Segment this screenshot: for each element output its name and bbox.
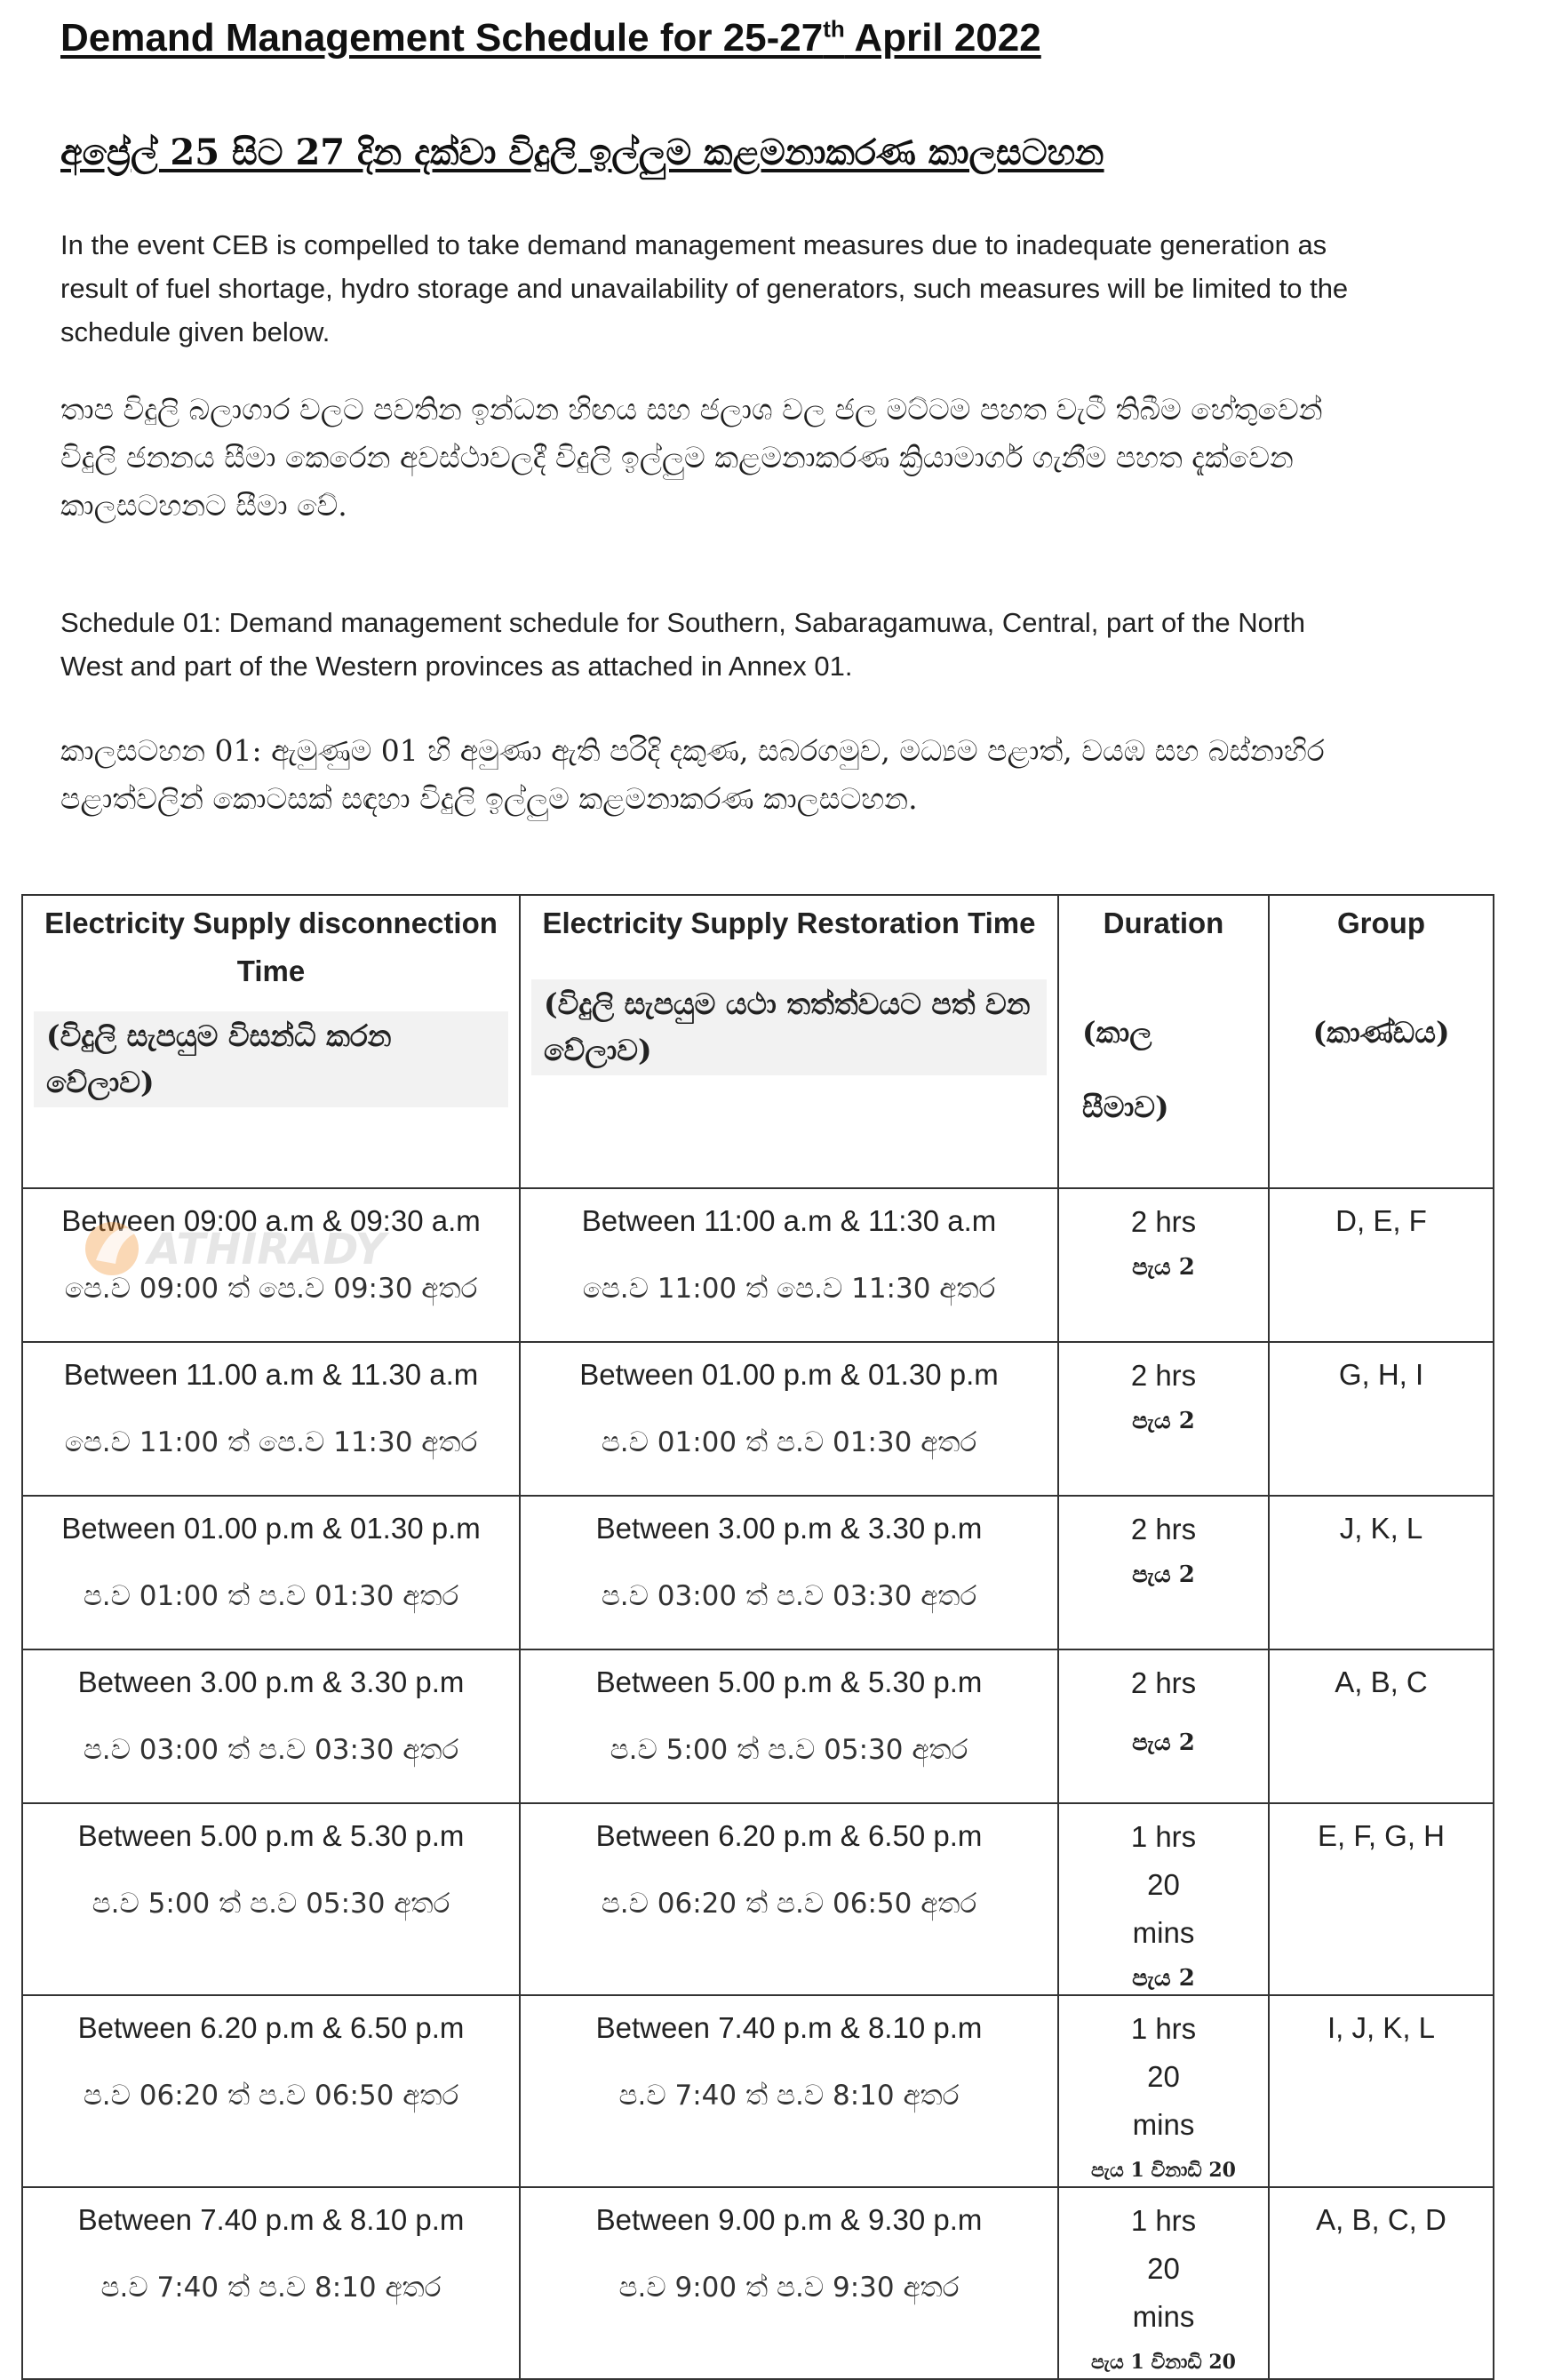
header-label-si: (විදුලි සැපයුම යථා තත්ත්වයට පත් වන වේලාව): [531, 979, 1047, 1075]
disconnection-cell: [22, 1188, 520, 1342]
header-label-en: Duration: [1103, 906, 1224, 939]
restoration-cell: [520, 1995, 1058, 2187]
duration-en: 2 hrs: [1130, 1513, 1197, 1545]
header-disconnection-time: [22, 895, 520, 1188]
intro-paragraph-en: In the event CEB is compelled to take demand management measures due to inadequate generation as result of fuel shortage, hydro storage and unavailability of generators, such measures will be limited to the schedule given below.: [60, 229, 1349, 347]
group-value: G, H, I: [1338, 1358, 1424, 1391]
disconnection-time-si: ප.ව 01:00 ත් ප.ව 01:30 අතර: [83, 1580, 459, 1612]
duration-cell: [1058, 1496, 1269, 1649]
page-title: [60, 16, 1041, 60]
group-value: E, F, G, H: [1317, 1819, 1446, 1852]
schedule-description-en: Schedule 01: Demand management schedule for Southern, Sabaragamuwa, Central, part of the North West and part of the Western provinces as attached in Annex 01.: [60, 607, 1305, 682]
restoration-cell: [520, 1342, 1058, 1496]
disconnection-time-en: Between 6.20 p.m & 6.50 p.m: [77, 2011, 465, 2044]
restoration-cell: [520, 1496, 1058, 1649]
duration-si: පැය 1 විනාඩි 20: [1091, 2351, 1236, 2374]
table-header-row: [22, 895, 1494, 1188]
disconnection-cell: [22, 2187, 520, 2379]
disconnection-time-en: Between 5.00 p.m & 5.30 p.m: [77, 1819, 465, 1852]
table-row: [22, 1496, 1494, 1649]
table-row: [22, 1803, 1494, 1995]
watermark-text: ATHIRADY: [147, 1225, 386, 1274]
header-duration: [1058, 895, 1269, 1188]
group-cell: [1269, 1188, 1494, 1342]
group-cell: [1269, 1995, 1494, 2187]
restoration-time-si: ප.ව 5:00 ත් ප.ව 05:30 අතර: [610, 1734, 968, 1766]
disconnection-time-si: පෙ.ව 09:00 ත් පෙ.ව 09:30 අතර: [64, 1273, 478, 1305]
header-label-en: Electricity Supply Restoration Time: [542, 906, 1036, 939]
restoration-time-si: ප.ව 06:20 ත් ප.ව 06:50 අතර: [601, 1888, 977, 1920]
restoration-cell: [520, 2187, 1058, 2379]
disconnection-cell: [22, 1995, 520, 2187]
restoration-time-si: ප.ව 01:00 ත් ප.ව 01:30 අතර: [601, 1426, 977, 1458]
disconnection-time-en: Between 09:00 a.m & 09:30 a.m: [61, 1204, 481, 1237]
restoration-time-si: ප.ව 9:00 ත් ප.ව 9:30 අතර: [618, 2272, 960, 2304]
duration-en: 1 hrs 20 mins: [1130, 2012, 1197, 2141]
disconnection-time-si: ප.ව 06:20 ත් ප.ව 06:50 අතර: [83, 2080, 459, 2112]
disconnection-cell: [22, 1496, 520, 1649]
table-row: [22, 1188, 1494, 1342]
restoration-time-en: Between 01.00 p.m & 01.30 p.m: [579, 1358, 999, 1391]
restoration-time-en: Between 6.20 p.m & 6.50 p.m: [595, 1819, 983, 1852]
group-value: A, B, C: [1335, 1665, 1428, 1698]
restoration-cell: [520, 1803, 1058, 1995]
restoration-time-en: Between 3.00 p.m & 3.30 p.m: [595, 1512, 983, 1545]
duration-cell: [1058, 1649, 1269, 1803]
restoration-time-en: Between 11:00 a.m & 11:30 a.m: [581, 1204, 997, 1237]
duration-si: පැය 2: [1132, 1254, 1195, 1281]
group-cell: [1269, 1803, 1494, 1995]
group-cell: [1269, 2187, 1494, 2379]
restoration-time-si: ප.ව 03:00 ත් ප.ව 03:30 අතර: [601, 1580, 977, 1612]
header-label-en: Electricity Supply disconnection Time: [44, 906, 498, 987]
title-end-text: April 2022: [844, 16, 1041, 60]
header-label-si: (කාණ්ඩය): [1312, 1015, 1450, 1050]
schedule-description-si: කාලසටහන 01: ඇමුණුම 01 හි අමුණා ඇති පරිදි දකුණ, සබරගමුව, මධ්‍යම පළාත්, වයඹ සහ බස්නාහිර පළාත්වලින් කොටසක් සඳහා විදුලි ඉල්ලුම කළමනාකරණ කාලසටහන.: [60, 733, 1325, 816]
title-main-text: Demand Management Schedule for 25-27: [60, 16, 824, 60]
header-label-si: (විදුලි සැපයුම විසන්ධි කරන වේලාව): [34, 1011, 508, 1107]
duration-cell: [1058, 1188, 1269, 1342]
header-group: [1269, 895, 1494, 1188]
restoration-time-si: පෙ.ව 11:00 ත් පෙ.ව 11:30 අතර: [582, 1273, 996, 1305]
group-value: J, K, L: [1339, 1512, 1423, 1545]
duration-cell: [1058, 2187, 1269, 2379]
group-cell: [1269, 1649, 1494, 1803]
restoration-time-si: ප.ව 7:40 ත් ප.ව 8:10 අතර: [618, 2080, 960, 2112]
group-value: D, E, F: [1335, 1204, 1427, 1237]
group-value: A, B, C, D: [1316, 2203, 1446, 2236]
intro-paragraph-si: තාප විදුලි බලාගාර වලට පවතින ඉන්ධන හිඟය සහ ජලාශ වල ජල මට්ටම පහත වැටී තිබීම හේතුවෙන් විදුලි ජනනය සීමා කෙරෙන අවස්ථාවලදී විදුලි ඉල්ලුම කළමනාකරණ ක්‍රියාමාර්ග ගැනීම පහත දැක්වෙන කාලසටහනට සීමා වේ.: [60, 392, 1323, 523]
duration-si: පැය 2: [1132, 1965, 1195, 1992]
duration-en: 2 hrs: [1130, 1666, 1197, 1699]
table-row: [22, 2187, 1494, 2379]
duration-en: 2 hrs: [1130, 1205, 1197, 1238]
group-cell: [1269, 1496, 1494, 1649]
duration-si: පැය 1 විනාඩි 20: [1091, 2159, 1236, 2182]
disconnection-time-en: Between 01.00 p.m & 01.30 p.m: [61, 1512, 481, 1545]
disconnection-time-si: පෙ.ව 11:00 ත් පෙ.ව 11:30 අතර: [64, 1426, 478, 1458]
disconnection-time-en: Between 7.40 p.m & 8.10 p.m: [77, 2203, 465, 2236]
disconnection-time-si: ප.ව 7:40 ත් ප.ව 8:10 අතර: [100, 2272, 442, 2304]
duration-cell: [1058, 1995, 1269, 2187]
disconnection-time-si: ප.ව 5:00 ත් ප.ව 05:30 අතර: [92, 1888, 450, 1920]
duration-si: පැය 2: [1132, 1561, 1195, 1588]
restoration-time-en: Between 9.00 p.m & 9.30 p.m: [595, 2203, 983, 2236]
header-label-en: Group: [1337, 906, 1425, 939]
table-row: [22, 1342, 1494, 1496]
disconnection-cell: [22, 1803, 520, 1995]
table-row: [22, 1995, 1494, 2187]
duration-si: පැය 2: [1132, 1729, 1195, 1756]
duration-en: 1 hrs 20 mins: [1130, 2204, 1197, 2333]
restoration-cell: [520, 1188, 1058, 1342]
disconnection-cell: [22, 1342, 520, 1496]
disconnection-time-en: Between 3.00 p.m & 3.30 p.m: [77, 1665, 465, 1698]
disconnection-time-en: Between 11.00 a.m & 11.30 a.m: [63, 1358, 479, 1391]
group-value: I, J, K, L: [1327, 2011, 1436, 2044]
duration-en: 2 hrs: [1130, 1359, 1197, 1392]
duration-en: 1 hrs 20 mins: [1130, 1820, 1197, 1949]
disconnection-time-si: ප.ව 03:00 ත් ප.ව 03:30 අතර: [83, 1734, 459, 1766]
duration-cell: [1058, 1342, 1269, 1496]
header-label-si: (කාල සීමාව): [1082, 1015, 1169, 1124]
restoration-cell: [520, 1649, 1058, 1803]
table-row: [22, 1649, 1494, 1803]
duration-cell: [1058, 1803, 1269, 1995]
header-restoration-time: [520, 895, 1058, 1188]
sinhala-title: අප්‍රේල් 25 සිට 27 දින දක්වා විදුලි ඉල්ලුම කළමනාකරණ කාලසටහන: [60, 132, 1104, 173]
duration-si: පැය 2: [1132, 1408, 1195, 1434]
schedule-table: [21, 894, 1494, 2380]
restoration-time-en: Between 5.00 p.m & 5.30 p.m: [595, 1665, 983, 1698]
group-cell: [1269, 1342, 1494, 1496]
disconnection-cell: [22, 1649, 520, 1803]
title-superscript: th: [823, 15, 845, 43]
restoration-time-en: Between 7.40 p.m & 8.10 p.m: [595, 2011, 983, 2044]
